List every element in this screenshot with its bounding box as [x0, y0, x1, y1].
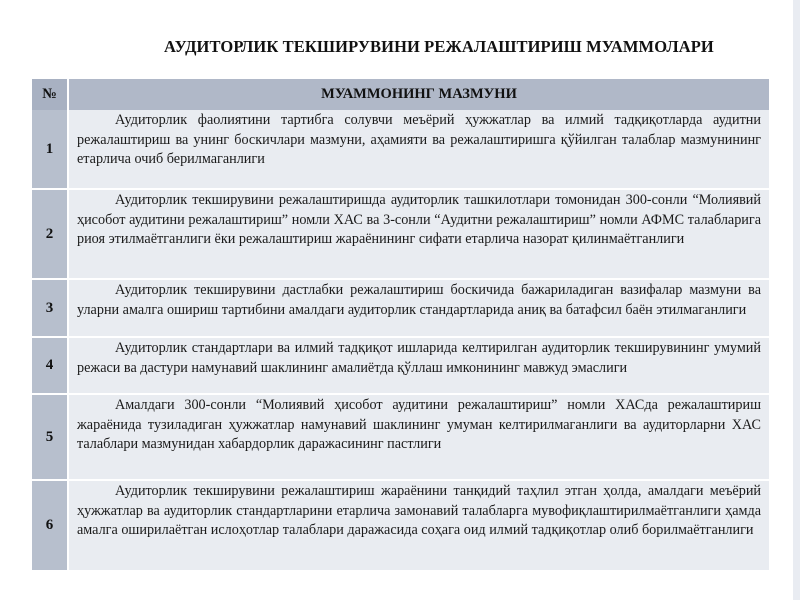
problem-text: Аудиторлик текширувини режалаштиришда аудиторлик ташкилотлари томонидан 300-сонли “Молиявий ҳисобот аудитини режалаштириш” номли ХАС ва 3-сонли “Аудитни режалаштириш” номли АФМС талабларига риоя этилмаётганлиги ёки режалаштириш жараёнининг сифати етарлича назорат қилинмаётганлиги: [77, 192, 761, 247]
row-text-cell: [69, 481, 769, 572]
table-row: [32, 280, 769, 338]
table-row: [32, 481, 769, 572]
table-row: [32, 190, 769, 280]
row-number: 1: [32, 110, 69, 190]
row-text-cell: [69, 395, 769, 481]
row-number: 6: [32, 481, 69, 572]
problem-text: Амалдаги 300-сонли “Молиявий ҳисобот аудитини режалаштириш” номли ХАСда режалаштириш жараёнида тузиладиган ҳужжатлар намунавий шаклининг умуман келтирилмаганлиги ва аудиторларни ХАС талаблари мазмунидан хабардорлик даражасининг пастлиги: [77, 397, 761, 452]
page-title: АУДИТОРЛИК ТЕКШИРУВИНИ РЕЖАЛАШТИРИШ МУАММОЛАРИ: [164, 37, 714, 56]
table-row: [32, 110, 769, 190]
table-row: [32, 338, 769, 395]
row-number: 2: [32, 190, 69, 280]
table-row: [32, 395, 769, 481]
table-header-row: [32, 79, 769, 110]
row-number: 5: [32, 395, 69, 481]
column-header-content: МУАММОНИНГ МАЗМУНИ: [69, 79, 769, 110]
row-number: 3: [32, 280, 69, 338]
row-number: 4: [32, 338, 69, 395]
problem-text: Аудиторлик стандартлари ва илмий тадқиқот ишларида келтирилган аудиторлик текширувининг умумий режаси ва дастури намунавий шаклининг амалиётда қўллаш имконининг мавжуд эмаслиги: [77, 340, 761, 376]
problem-text: Аудиторлик текширувини режалаштириш жараёнини танқидий таҳлил этган ҳолда, амалдаги меъёрий ҳужжатлар ва аудиторлик стандартларини етарлича замонавий талабларга мувофиқлаштирилмаётганлиги ҳамда амалга оширилаётган ислоҳотлар талаблари даражасида соҳага оид илмий тадқиқотлар олиб борилмаётганлиги: [77, 483, 761, 538]
column-header-number: №: [32, 79, 69, 110]
problem-text: Аудиторлик текширувини дастлабки режалаштириш боскичида бажариладиган вазифалар мазмуни ва уларни амалга ошириш тартибини амалдаги аудиторлик стандартларида аниқ ва батафсил баён этилмаганлиги: [77, 282, 761, 318]
row-text-cell: [69, 280, 769, 338]
problem-text: Аудиторлик фаолиятини тартибга солувчи меъёрий ҳужжатлар ва илмий тадқиқотларда аудитни режалаштириш ва унинг боскичлари мазмуни, аҳамияти ва режалаштиришга қўйилган талаблар мазмунининг етарлича очиб берилмаганлиги: [77, 112, 761, 167]
row-text-cell: [69, 190, 769, 280]
problems-table: [32, 79, 769, 572]
row-text-cell: [69, 338, 769, 395]
side-decor-strip: [793, 0, 800, 600]
row-text-cell: [69, 110, 769, 190]
